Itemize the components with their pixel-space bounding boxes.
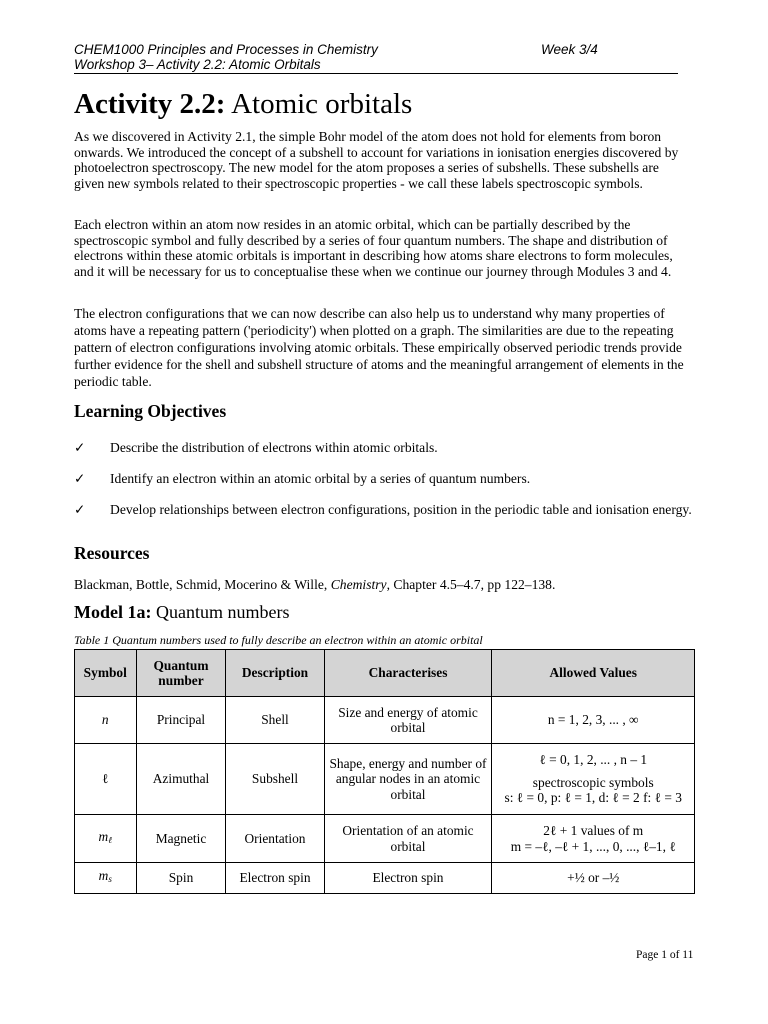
symbol-cell: n <box>75 697 137 744</box>
column-header: Quantum number <box>136 650 226 697</box>
intro-paragraph-1: As we discovered in Activity 2.1, the simple Bohr model of the atom does not hold for elements from boron onwards. We introduced the concept of a subshell to account for variations in ionisation energies discovered by photoelectron spectroscopy. The new model for the atom proposes a series of subshells. These subshells are given new symbols related to their spectroscopic properties - we call these labels spectroscopic symbols. <box>74 129 679 191</box>
objective-text: Identify an electron within an atomic orbital by a series of quantum numbers. <box>110 471 531 486</box>
symbol-subscript: ℓ <box>108 834 112 845</box>
allowed-values-cell <box>492 697 695 744</box>
characterises-cell: Shape, energy and number of angular nodes in an atomic orbital <box>324 744 492 815</box>
workshop-title: Workshop 3– Activity 2.2: Atomic Orbitals <box>74 57 321 72</box>
page-number: Page 1 of 11 <box>636 949 694 961</box>
page-title <box>74 84 412 124</box>
reference-book-title: Chemistry <box>330 577 387 592</box>
objective-text: Develop relationships between electron configurations, position in the periodic table and ionisation energy. <box>110 502 692 517</box>
table-caption: Table 1 Quantum numbers used to fully describe an electron within an atomic orbital <box>74 633 483 647</box>
allowed-value-line: +½ or –½ <box>567 870 620 886</box>
checkmark-icon: ✓ <box>74 502 86 517</box>
page-title-bold: Activity 2.2: <box>74 88 226 120</box>
reference-authors: Blackman, Bottle, Schmid, Mocerino & Wille, <box>74 577 331 592</box>
quantum-number-cell: Azimuthal <box>136 744 226 815</box>
allowed-value-line: m = –ℓ, –ℓ + 1, ..., 0, ..., ℓ–1, ℓ <box>510 838 676 854</box>
characterises-cell: Electron spin <box>324 863 492 894</box>
characterises-cell: Size and energy of atomic orbital <box>324 697 492 744</box>
table-row <box>75 744 695 815</box>
running-header <box>74 42 678 58</box>
symbol-cell: ℓ <box>75 744 137 815</box>
page-title-normal: Atomic orbitals <box>231 88 413 120</box>
objective-text: Describe the distribution of electrons within atomic orbitals. <box>110 440 438 455</box>
resources-heading: Resources <box>74 543 150 563</box>
column-header: Description <box>226 650 324 697</box>
intro-paragraph-2: Each electron within an atom now resides in an atomic orbital, which can be partially described by the spectroscopic symbol and fully described by a series of four quantum numbers. The shape and distribution of electrons within these atomic orbitals is important in describing how atoms share electrons to form molecules, and it will be necessary for us to conceptualise these when we continue our journey through Modules 3 and 4. <box>74 217 673 279</box>
learning-objectives-heading: Learning Objectives <box>74 401 227 421</box>
symbol-main: m <box>98 868 109 884</box>
table-header-row <box>75 650 695 697</box>
model-heading-bold: Model 1a: <box>74 602 152 622</box>
description-cell: Orientation <box>226 815 324 863</box>
intro-paragraph-3 <box>74 305 692 390</box>
table-row <box>75 863 695 894</box>
column-header: Characterises <box>324 650 492 697</box>
course-title: CHEM1000 Principles and Processes in Chemistry <box>74 42 378 57</box>
allowed-value-line: ℓ = 0, 1, 2, ... , n – 1 <box>539 752 648 768</box>
checkmark-icon: ✓ <box>74 471 86 486</box>
week-label: Week 3/4 <box>541 42 598 57</box>
allowed-value-line: 2ℓ + 1 values of m <box>543 823 644 838</box>
allowed-value-line: spectroscopic symbols <box>532 774 654 790</box>
characterises-cell: Orientation of an atomic orbital <box>324 815 492 863</box>
symbol-cell <box>75 815 137 863</box>
model-heading <box>74 601 289 623</box>
symbol-subscript: s <box>108 874 112 885</box>
symbol-cell <box>75 863 137 894</box>
quantum-number-cell: Spin <box>136 863 226 894</box>
allowed-values-cell <box>492 863 695 894</box>
quantum-numbers-table <box>74 649 695 894</box>
description-cell: Subshell <box>226 744 324 815</box>
column-header: Allowed Values <box>492 650 695 697</box>
reference-chapter: , Chapter 4.5–4.7, pp 122–138. <box>386 577 556 592</box>
allowed-value-line: s: ℓ = 0, p: ℓ = 1, d: ℓ = 2 f: ℓ = 3 <box>504 790 682 806</box>
resource-reference <box>74 577 555 593</box>
allowed-values-cell <box>492 815 695 863</box>
description-cell: Shell <box>226 697 324 744</box>
intro-paragraph-3a: The electron configurations that we can now describe can also help us to understand why many properties of atoms have a repeating pattern ('periodicity') when plotted on a graph. The similarities are due to the repeating pattern of electron configurations involving atomic orbitals. <box>74 306 674 355</box>
allowed-values-cell <box>492 744 695 815</box>
intro-paragraph-3b: These empirically observed periodic trends provide further evidence for the shell and subshell structure of atoms and the meaningful arrangement of elements in the periodic table. <box>74 340 684 389</box>
description-cell: Electron spin <box>226 863 324 894</box>
table-row <box>75 697 695 744</box>
table-row <box>75 815 695 863</box>
quantum-number-cell: Principal <box>136 697 226 744</box>
allowed-value-line: n = 1, 2, 3, ... , ∞ <box>547 712 639 728</box>
column-header: Symbol <box>75 650 137 697</box>
quantum-number-cell: Magnetic <box>136 815 226 863</box>
checkmark-icon: ✓ <box>74 440 86 455</box>
model-heading-normal: Quantum numbers <box>155 602 290 622</box>
symbol-main: m <box>98 828 109 844</box>
workshop-header <box>74 57 678 74</box>
